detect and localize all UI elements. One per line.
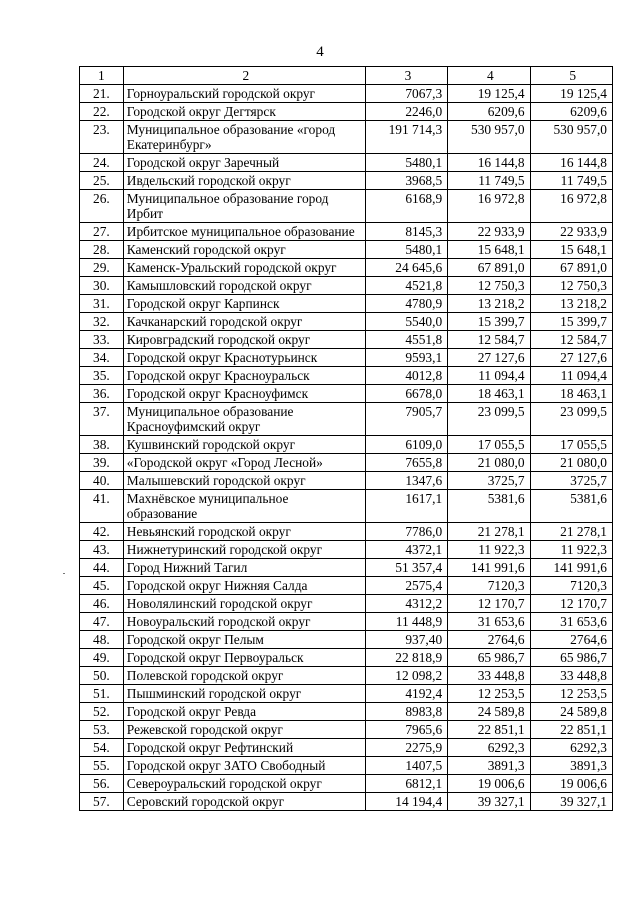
value-col-3: 6168,9: [365, 190, 447, 223]
value-col-3: 4012,8: [365, 367, 447, 385]
value-col-3: 7655,8: [365, 454, 447, 472]
table-row: [80, 685, 613, 703]
municipality-name: Городской округ Краснотурьинск: [123, 349, 365, 367]
value-col-5: 11 922,3: [530, 541, 612, 559]
row-number: 24.: [80, 154, 124, 172]
municipality-name: Пышминский городской округ: [123, 685, 365, 703]
value-col-4: 31 653,6: [448, 613, 530, 631]
page-number: 4: [316, 44, 324, 60]
table-row: [80, 385, 613, 403]
value-col-4: 67 891,0: [448, 259, 530, 277]
value-col-5: 15 399,7: [530, 313, 612, 331]
value-col-4: 15 648,1: [448, 241, 530, 259]
value-col-3: 4312,2: [365, 595, 447, 613]
value-col-5: 530 957,0: [530, 121, 612, 154]
value-col-4: 22 933,9: [448, 223, 530, 241]
municipality-name: Кировградский городской округ: [123, 331, 365, 349]
table-row: [80, 631, 613, 649]
value-col-3: 4780,9: [365, 295, 447, 313]
municipality-name: Новоуральский городской округ: [123, 613, 365, 631]
municipality-name: Каменск-Уральский городской округ: [123, 259, 365, 277]
row-number: 52.: [80, 703, 124, 721]
row-number: 40.: [80, 472, 124, 490]
value-col-5: 24 589,8: [530, 703, 612, 721]
row-number: 53.: [80, 721, 124, 739]
value-col-4: 6209,6: [448, 103, 530, 121]
municipality-name: Серовский городской округ: [123, 793, 365, 811]
row-number: 51.: [80, 685, 124, 703]
value-col-3: 937,40: [365, 631, 447, 649]
value-col-3: 2246,0: [365, 103, 447, 121]
row-number: 30.: [80, 277, 124, 295]
value-col-4: 3725,7: [448, 472, 530, 490]
table-row: [80, 559, 613, 577]
municipality-name: «Городской округ «Город Лесной»: [123, 454, 365, 472]
value-col-5: 13 218,2: [530, 295, 612, 313]
value-col-3: 1347,6: [365, 472, 447, 490]
value-col-3: 24 645,6: [365, 259, 447, 277]
header-col-5: 5: [530, 67, 612, 85]
row-number: 50.: [80, 667, 124, 685]
municipality-name: Городской округ Рефтинский: [123, 739, 365, 757]
value-col-5: 12 584,7: [530, 331, 612, 349]
municipality-name: Городской округ Первоуральск: [123, 649, 365, 667]
value-col-4: 3891,3: [448, 757, 530, 775]
value-col-4: 12 584,7: [448, 331, 530, 349]
municipality-name: Городской округ Дегтярск: [123, 103, 365, 121]
table-row: [80, 367, 613, 385]
value-col-4: 21 080,0: [448, 454, 530, 472]
value-col-4: 16 144,8: [448, 154, 530, 172]
value-col-5: 5381,6: [530, 490, 612, 523]
municipality-name: Североуральский городской округ: [123, 775, 365, 793]
value-col-3: 22 818,9: [365, 649, 447, 667]
municipality-name: Городской округ ЗАТО Свободный: [123, 757, 365, 775]
row-number: 46.: [80, 595, 124, 613]
table-row: [80, 739, 613, 757]
value-col-3: 6109,0: [365, 436, 447, 454]
value-col-3: 5480,1: [365, 154, 447, 172]
table-row: [80, 454, 613, 472]
value-col-5: 67 891,0: [530, 259, 612, 277]
municipality-name: Городской округ Красноуральск: [123, 367, 365, 385]
municipality-name: Камышловский городской округ: [123, 277, 365, 295]
allocation-table: [79, 66, 613, 811]
value-col-5: 12 170,7: [530, 595, 612, 613]
municipality-name: Городской округ Красноуфимск: [123, 385, 365, 403]
value-col-5: 65 986,7: [530, 649, 612, 667]
value-col-4: 141 991,6: [448, 559, 530, 577]
header-col-4: 4: [448, 67, 530, 85]
row-number: 34.: [80, 349, 124, 367]
municipality-name: Ивдельский городской округ: [123, 172, 365, 190]
table-row: [80, 223, 613, 241]
row-number: 23.: [80, 121, 124, 154]
row-number: 43.: [80, 541, 124, 559]
value-col-4: 21 278,1: [448, 523, 530, 541]
municipality-name: Муниципальное образование город Ирбит: [123, 190, 365, 223]
value-col-5: 33 448,8: [530, 667, 612, 685]
row-number: 35.: [80, 367, 124, 385]
value-col-5: 141 991,6: [530, 559, 612, 577]
value-col-5: 16 144,8: [530, 154, 612, 172]
row-number: 22.: [80, 103, 124, 121]
row-number: 38.: [80, 436, 124, 454]
row-number: 56.: [80, 775, 124, 793]
table-row: [80, 331, 613, 349]
table-body: [80, 67, 613, 811]
municipality-name: Полевской городской округ: [123, 667, 365, 685]
value-col-3: 7965,6: [365, 721, 447, 739]
table-row: [80, 121, 613, 154]
table-row: [80, 793, 613, 811]
table-row: [80, 667, 613, 685]
table-row: [80, 190, 613, 223]
municipality-name: Городской округ Карпинск: [123, 295, 365, 313]
value-col-4: 24 589,8: [448, 703, 530, 721]
table-row: [80, 613, 613, 631]
value-col-4: 5381,6: [448, 490, 530, 523]
value-col-5: 19 006,6: [530, 775, 612, 793]
value-col-3: 191 714,3: [365, 121, 447, 154]
value-col-5: 15 648,1: [530, 241, 612, 259]
value-col-5: 17 055,5: [530, 436, 612, 454]
table-row: [80, 313, 613, 331]
value-col-4: 12 170,7: [448, 595, 530, 613]
value-col-3: 5540,0: [365, 313, 447, 331]
value-col-5: 21 080,0: [530, 454, 612, 472]
table-row: [80, 259, 613, 277]
value-col-3: 14 194,4: [365, 793, 447, 811]
table-row: [80, 649, 613, 667]
value-col-5: 39 327,1: [530, 793, 612, 811]
municipality-name: Режевской городской округ: [123, 721, 365, 739]
row-number: 44.: [80, 559, 124, 577]
row-number: 25.: [80, 172, 124, 190]
value-col-3: 8983,8: [365, 703, 447, 721]
table-row: [80, 703, 613, 721]
municipality-name: Малышевский городской округ: [123, 472, 365, 490]
value-col-4: 22 851,1: [448, 721, 530, 739]
table-row: [80, 595, 613, 613]
value-col-5: 23 099,5: [530, 403, 612, 436]
value-col-3: 2575,4: [365, 577, 447, 595]
value-col-3: 4192,4: [365, 685, 447, 703]
value-col-4: 16 972,8: [448, 190, 530, 223]
municipality-name: Ирбитское муниципальное образование: [123, 223, 365, 241]
value-col-3: 7905,7: [365, 403, 447, 436]
value-col-3: 7786,0: [365, 523, 447, 541]
table-row: [80, 172, 613, 190]
municipality-name: Муниципальное образование «город Екатеринбург»: [123, 121, 365, 154]
value-col-5: 6209,6: [530, 103, 612, 121]
row-number: 55.: [80, 757, 124, 775]
value-col-4: 11 094,4: [448, 367, 530, 385]
municipality-name: Нижнетуринский городской округ: [123, 541, 365, 559]
table-row: [80, 154, 613, 172]
value-col-4: 13 218,2: [448, 295, 530, 313]
row-number: 29.: [80, 259, 124, 277]
value-col-3: 2275,9: [365, 739, 447, 757]
row-number: 27.: [80, 223, 124, 241]
table-row: [80, 577, 613, 595]
header-col-1: 1: [80, 67, 124, 85]
table-row: [80, 472, 613, 490]
row-number: 21.: [80, 85, 124, 103]
row-number: 41.: [80, 490, 124, 523]
value-col-5: 2764,6: [530, 631, 612, 649]
table-row: [80, 403, 613, 436]
value-col-5: 12 750,3: [530, 277, 612, 295]
row-number: 32.: [80, 313, 124, 331]
table-row: [80, 490, 613, 523]
table-row: [80, 103, 613, 121]
value-col-4: 2764,6: [448, 631, 530, 649]
value-col-3: 7067,3: [365, 85, 447, 103]
row-number: 28.: [80, 241, 124, 259]
value-col-3: 9593,1: [365, 349, 447, 367]
table-row: [80, 85, 613, 103]
value-col-3: 6812,1: [365, 775, 447, 793]
value-col-3: 4551,8: [365, 331, 447, 349]
municipality-name: Муниципальное образование Красноуфимский округ: [123, 403, 365, 436]
value-col-5: 22 933,9: [530, 223, 612, 241]
value-col-4: 15 399,7: [448, 313, 530, 331]
table-row: [80, 721, 613, 739]
value-col-4: 17 055,5: [448, 436, 530, 454]
row-number: 45.: [80, 577, 124, 595]
value-col-3: 4372,1: [365, 541, 447, 559]
row-number: 33.: [80, 331, 124, 349]
municipality-name: Кушвинский городской округ: [123, 436, 365, 454]
municipality-name: Горноуральский городской округ: [123, 85, 365, 103]
value-col-4: 39 327,1: [448, 793, 530, 811]
table-header-row: [80, 67, 613, 85]
value-col-4: 530 957,0: [448, 121, 530, 154]
row-number: 48.: [80, 631, 124, 649]
municipality-name: Невьянский городской округ: [123, 523, 365, 541]
value-col-3: 4521,8: [365, 277, 447, 295]
municipality-name: Махнёвское муниципальное образование: [123, 490, 365, 523]
municipality-name: Качканарский городской округ: [123, 313, 365, 331]
value-col-4: 65 986,7: [448, 649, 530, 667]
value-col-3: 5480,1: [365, 241, 447, 259]
value-col-4: 11 922,3: [448, 541, 530, 559]
value-col-3: 51 357,4: [365, 559, 447, 577]
value-col-5: 11 094,4: [530, 367, 612, 385]
table-row: [80, 523, 613, 541]
table-row: [80, 295, 613, 313]
table-row: [80, 277, 613, 295]
value-col-5: 31 653,6: [530, 613, 612, 631]
value-col-3: 1617,1: [365, 490, 447, 523]
municipality-name: Городской округ Пелым: [123, 631, 365, 649]
value-col-5: 6292,3: [530, 739, 612, 757]
value-col-5: 19 125,4: [530, 85, 612, 103]
value-col-4: 19 125,4: [448, 85, 530, 103]
value-col-4: 33 448,8: [448, 667, 530, 685]
header-col-3: 3: [365, 67, 447, 85]
row-number: 54.: [80, 739, 124, 757]
municipality-name: Новолялинский городской округ: [123, 595, 365, 613]
row-number: 31.: [80, 295, 124, 313]
value-col-5: 11 749,5: [530, 172, 612, 190]
value-col-5: 3725,7: [530, 472, 612, 490]
municipality-name: Городской округ Ревда: [123, 703, 365, 721]
value-col-4: 19 006,6: [448, 775, 530, 793]
value-col-4: 12 253,5: [448, 685, 530, 703]
table-row: [80, 349, 613, 367]
value-col-5: 3891,3: [530, 757, 612, 775]
value-col-4: 27 127,6: [448, 349, 530, 367]
value-col-3: 12 098,2: [365, 667, 447, 685]
value-col-5: 27 127,6: [530, 349, 612, 367]
table-row: [80, 241, 613, 259]
value-col-4: 18 463,1: [448, 385, 530, 403]
table-row: [80, 757, 613, 775]
row-number: 57.: [80, 793, 124, 811]
row-number: 36.: [80, 385, 124, 403]
value-col-4: 7120,3: [448, 577, 530, 595]
municipality-name: Каменский городской округ: [123, 241, 365, 259]
municipality-name: Город Нижний Тагил: [123, 559, 365, 577]
value-col-5: 16 972,8: [530, 190, 612, 223]
value-col-3: 1407,5: [365, 757, 447, 775]
value-col-4: 11 749,5: [448, 172, 530, 190]
row-number: 39.: [80, 454, 124, 472]
row-number: 42.: [80, 523, 124, 541]
table-row: [80, 775, 613, 793]
row-number: 49.: [80, 649, 124, 667]
table-row: [80, 541, 613, 559]
value-col-3: 3968,5: [365, 172, 447, 190]
row-number: 26.: [80, 190, 124, 223]
value-col-5: 12 253,5: [530, 685, 612, 703]
value-col-5: 7120,3: [530, 577, 612, 595]
value-col-5: 18 463,1: [530, 385, 612, 403]
value-col-4: 6292,3: [448, 739, 530, 757]
table-row: [80, 436, 613, 454]
municipality-name: Городской округ Заречный: [123, 154, 365, 172]
value-col-4: 12 750,3: [448, 277, 530, 295]
value-col-3: 6678,0: [365, 385, 447, 403]
header-col-2: 2: [123, 67, 365, 85]
value-col-3: 8145,3: [365, 223, 447, 241]
row-number: 47.: [80, 613, 124, 631]
value-col-4: 23 099,5: [448, 403, 530, 436]
row-number: 37.: [80, 403, 124, 436]
municipality-name: Городской округ Нижняя Салда: [123, 577, 365, 595]
value-col-3: 11 448,9: [365, 613, 447, 631]
scan-artifact: [63, 573, 65, 574]
value-col-5: 22 851,1: [530, 721, 612, 739]
value-col-5: 21 278,1: [530, 523, 612, 541]
